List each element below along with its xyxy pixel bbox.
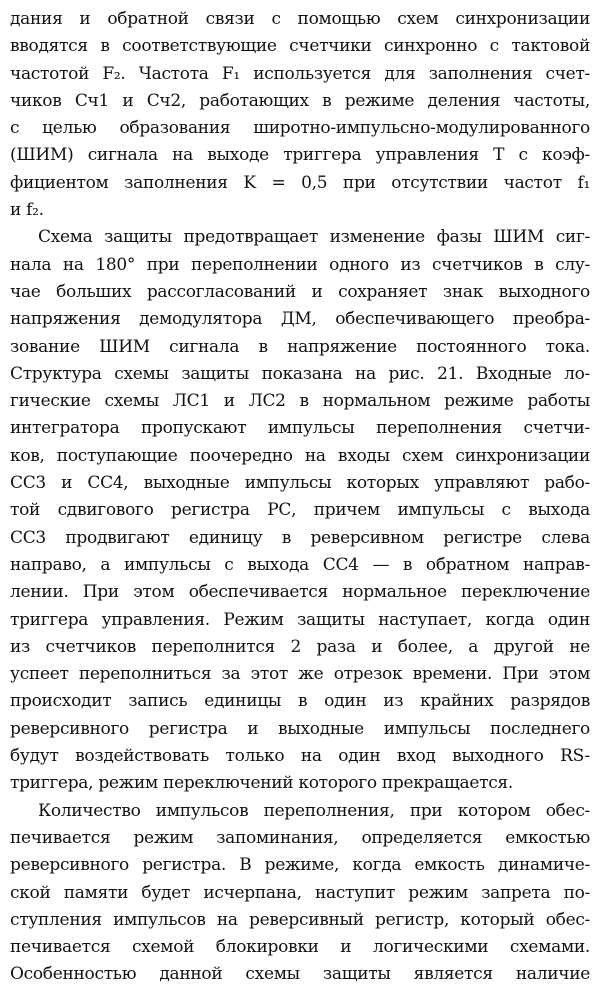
text-line: Структура схемы защиты показана на рис. 21. Входные ло- <box>10 363 590 384</box>
text-line: (ШИМ) сигнала на выходе триггера управления T с коэф- <box>10 145 590 166</box>
text-line: триггера управления. Режим защиты наступает, когда один <box>10 609 590 630</box>
text-line: печивается режим запоминания, определяется емкостью <box>10 827 590 848</box>
text-line: зование ШИМ сигнала в напряжение постоянного тока. <box>10 336 590 357</box>
text-line: чае больших рассогласований и сохраняет знак выходного <box>10 281 590 302</box>
text-line: печивается схемой блокировки и логическими схемами. <box>10 937 590 958</box>
text-line: дания и обратной связи с помощью схем синхронизации <box>10 9 590 29</box>
text-line: частотой F₂. Частота F₁ используется для заполнения счет- <box>10 63 590 84</box>
text-line: происходит запись единицы в один из крайних разрядов <box>10 691 590 712</box>
text-line: ступления импульсов на реверсивный регистр, который обес- <box>10 909 590 930</box>
text-line: ков, поступающие поочередно на входы схем синхронизации <box>10 445 590 466</box>
text-line: вводятся в соответствующие счетчики синхронно с тактовой <box>10 36 590 57</box>
text-line: Схема защиты предотвращает изменение фазы ШИМ сиг- <box>38 227 590 248</box>
document-body <box>10 6 590 989</box>
text-line: триггера, режим переключений которого прекращается. <box>10 773 513 794</box>
text-line: чиков Сч1 и Сч2, работающих в режиме деления частоты, <box>10 90 590 111</box>
text-line: ской памяти будет исчерпана, наступит режим запрета по- <box>10 882 590 903</box>
text-line: успеет переполниться за этот же отрезок времени. При этом <box>10 664 590 685</box>
text-line: из счетчиков переполнится 2 раза и более, а другой не <box>10 636 590 657</box>
text-line: будут воздействовать только на один вход выходного RS- <box>10 746 590 767</box>
text-line: и f₂. <box>10 200 44 221</box>
text-line: направо, а импульсы с выхода СС4 — в обратном направ- <box>10 554 590 575</box>
text-line: реверсивного регистра и выходные импульсы последнего <box>10 718 590 739</box>
text-line: реверсивного регистра. В режиме, когда емкость динамиче- <box>10 855 590 876</box>
text-line: той сдвигового регистра РС, причем импульсы с выхода <box>10 500 590 521</box>
text-line: интегратора пропускают импульсы переполнения счетчи- <box>10 418 590 439</box>
text-line: гические схемы ЛС1 и ЛС2 в нормальном режиме работы <box>10 391 590 412</box>
text-line: Особенностью данной схемы защиты является наличие <box>10 964 590 985</box>
text-line: нала на 180° при переполнении одного из счетчиков в слу- <box>10 254 590 275</box>
text-line: напряжения демодулятора ДМ, обеспечивающего преобра- <box>10 309 590 330</box>
text-line: Количество импульсов переполнения, при котором обес- <box>38 800 590 821</box>
text-line: СС3 продвигают единицу в реверсивном регистре слева <box>10 527 590 548</box>
text-line: с целью образования широтно-импульсно-модулированного <box>10 118 590 139</box>
text-line: СС3 и СС4, выходные импульсы которых управляют рабо- <box>10 473 590 494</box>
text-line: лении. При этом обеспечивается нормальное переключение <box>10 582 590 603</box>
text-line: фициентом заполнения K = 0,5 при отсутствии частот f₁ <box>10 172 590 193</box>
